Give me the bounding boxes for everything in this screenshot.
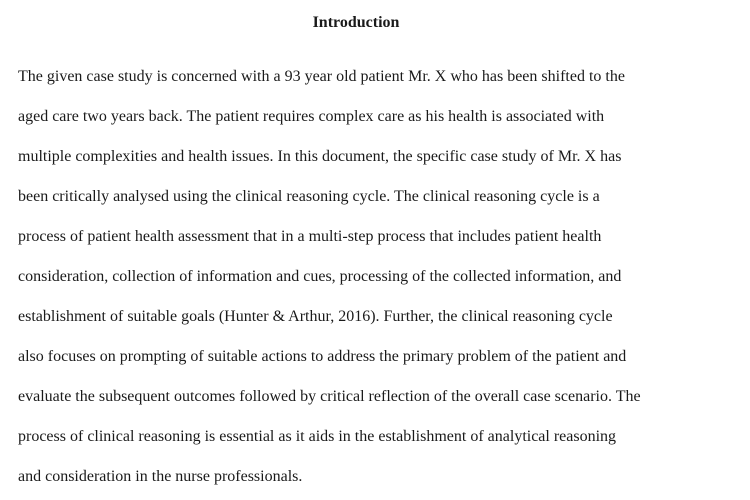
paragraph-line: aged care two years back. The patient requires complex care as his health is associated with: [18, 108, 605, 125]
paragraph-line: consideration, collection of information and cues, processing of the collected information, and: [18, 268, 622, 285]
paragraph-line: establishment of suitable goals (Hunter & Arthur, 2016). Further, the clinical reasoning cycle: [18, 308, 613, 325]
section-heading: Introduction: [312, 14, 400, 31]
paragraph-line: evaluate the subsequent outcomes followed by critical reflection of the overall case scenario. The: [18, 388, 641, 405]
paragraph-line: been critically analysed using the clinical reasoning cycle. The clinical reasoning cycle is a: [18, 188, 600, 205]
paragraph-line: also focuses on prompting of suitable actions to address the primary problem of the patient and: [18, 348, 627, 365]
paragraph-line: process of patient health assessment that in a multi-step process that includes patient health: [18, 228, 602, 245]
paragraph-line: process of clinical reasoning is essential as it aids in the establishment of analytical reasoning: [18, 428, 617, 445]
paragraph-line: and consideration in the nurse professionals.: [18, 468, 303, 485]
paragraph-line: multiple complexities and health issues. In this document, the specific case study of Mr. X has: [18, 148, 622, 165]
paragraph-line: The given case study is concerned with a 93 year old patient Mr. X who has been shifted to the: [18, 68, 625, 85]
